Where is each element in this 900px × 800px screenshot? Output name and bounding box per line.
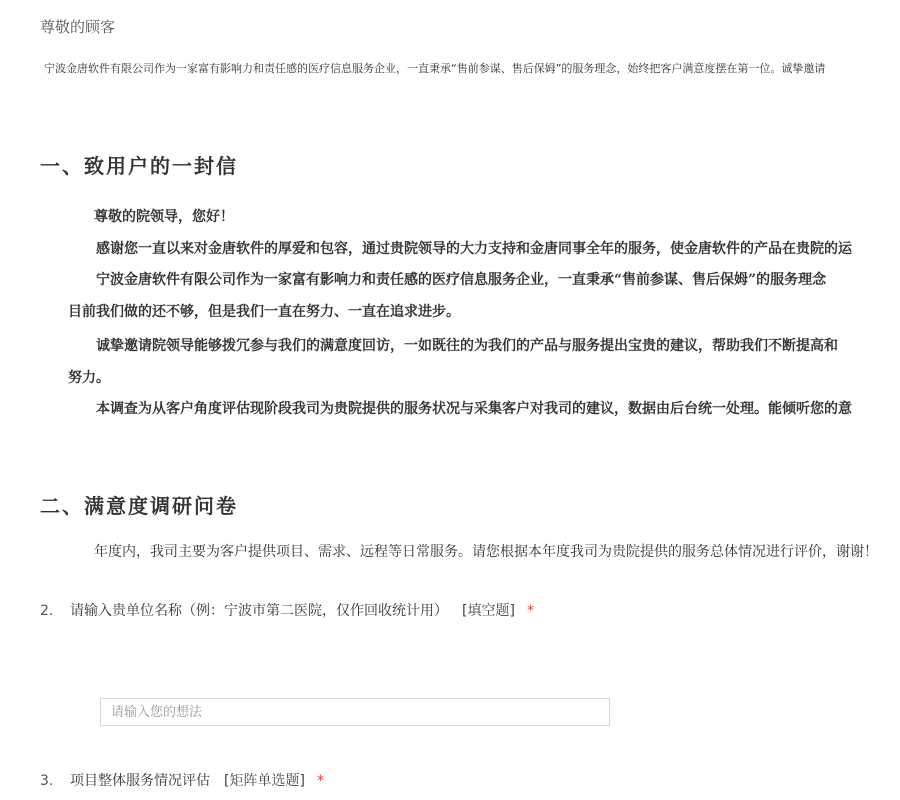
question-3 [40,770,324,790]
question-2 [40,600,534,620]
letter-paragraph-2-cont: 目前我们做的还不够，但是我们一直在努力、一直在追求进步。 [68,304,460,320]
letter-salutation: 尊敬的院领导，您好！ [94,209,234,225]
greeting-header: 尊敬的顾客 [40,18,116,36]
intro-paragraph: 宁波金唐软件有限公司作为一家富有影响力和责任感的医疗信息服务企业，一直秉承“售前参谋、售后保姆”的服务理念，始终把客户满意度摆在第一位。诚挚邀请 [44,62,826,75]
section-title-survey: 二、满意度调研问卷 [40,494,238,518]
question-number: 3. [40,773,54,789]
unit-name-input[interactable] [100,698,610,726]
required-asterisk: * [316,773,324,789]
required-asterisk: * [526,603,534,619]
question-text: 项目整体服务情况评估 [70,773,210,789]
question-text: 请输入贵单位名称（例：宁波市第二医院，仅作回收统计用） [70,603,448,619]
section-title-letter: 一、致用户的一封信 [40,154,238,178]
letter-paragraph-1: 感谢您一直以来对金唐软件的厚爱和包容，通过贵院领导的大力支持和金唐同事全年的服务，使金唐软件的产品在贵院的运 [96,241,852,257]
survey-intro: 年度内，我司主要为客户提供项目、需求、远程等日常服务。请您根据本年度我司为贵院提供的服务总体情况进行评价，谢谢！ [94,544,878,560]
letter-paragraph-3-cont: 努力。 [68,370,110,386]
letter-paragraph-2: 宁波金唐软件有限公司作为一家富有影响力和责任感的医疗信息服务企业，一直秉承“售前参谋、售后保姆”的服务理念 [96,272,827,288]
letter-paragraph-4: 本调查为从客户角度评估现阶段我司为贵院提供的服务状况与采集客户对我司的建议，数据由后台统一处理。能倾听您的意 [96,401,852,417]
letter-paragraph-3: 诚挚邀请院领导能够拨冗参与我们的满意度回访，一如既往的为我们的产品与服务提出宝贵的建议，帮助我们不断提高和 [96,338,838,354]
question-type: [矩阵单选题] [224,773,305,789]
question-number: 2. [40,603,54,619]
question-type: [填空题] [462,603,515,619]
